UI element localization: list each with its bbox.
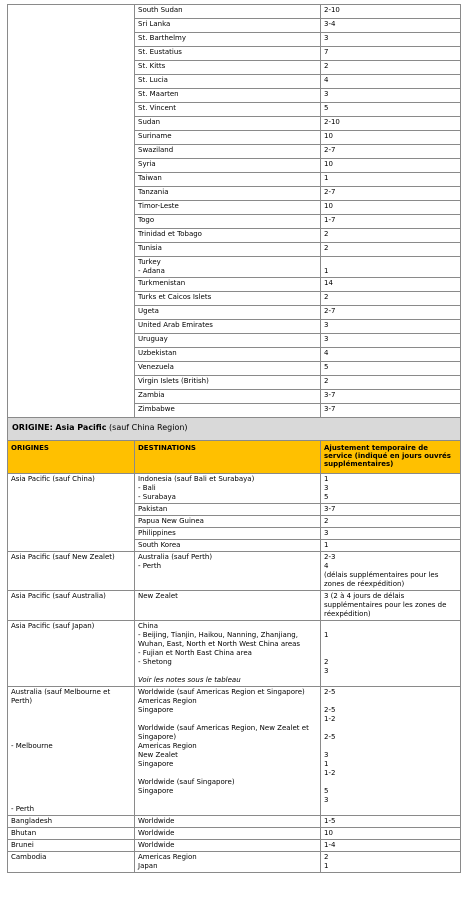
value-cell: 3: [321, 528, 461, 540]
destination-cell: New Zealet: [135, 591, 321, 621]
value-cell: 7: [321, 47, 461, 61]
destination-cell: Turks et Caicos Islets: [135, 292, 321, 306]
origin-groups: [8, 474, 461, 873]
destination-cell: Philippines: [135, 528, 321, 540]
destination-cell: Sri Lanka: [135, 19, 321, 33]
destination-cell: Turkmenistan: [135, 278, 321, 292]
value-cell: 5: [321, 362, 461, 376]
destination-cell: Tanzania: [135, 187, 321, 201]
origin-cell: Asia Pacific (sauf China): [8, 474, 135, 552]
header-row: [8, 441, 461, 474]
value-cell: 3: [321, 334, 461, 348]
destination-cell: Worldwide: [135, 828, 321, 840]
destination-cell: St. Vincent: [135, 103, 321, 117]
value-cell: 4: [321, 75, 461, 89]
destination-cell: Australia (sauf Perth) - Perth: [135, 552, 321, 591]
continued-rows: [8, 5, 461, 418]
destination-cell: Suriname: [135, 131, 321, 145]
value-cell: 1 3 5: [321, 474, 461, 504]
destination-cell: Trinidad et Tobago: [135, 229, 321, 243]
note-text: Voir les notes sous le tableau: [138, 676, 241, 684]
origin-cell: Australia (sauf Melbourne et Perth) - Melbourne - Perth: [8, 687, 135, 816]
destination-cell: Togo: [135, 215, 321, 229]
destination-cell: Papua New Guinea: [135, 516, 321, 528]
header-origines: ORIGINES: [8, 441, 135, 474]
origin-suffix: (sauf China Region): [109, 423, 188, 432]
destination-cell: Indonesia (sauf Bali et Surabaya) - Bali - Surabaya: [135, 474, 321, 504]
origin-cell: Asia Pacific (sauf Japan): [8, 621, 135, 687]
destination-cell: St. Barthelmy: [135, 33, 321, 47]
service-adjustment-table: [7, 4, 461, 873]
table-row: [8, 5, 461, 19]
table-row: [8, 816, 461, 828]
value-cell: 2: [321, 229, 461, 243]
value-cell: 3: [321, 320, 461, 334]
origin-cell: Brunei: [8, 840, 135, 852]
table-row: [8, 828, 461, 840]
value-cell: 2: [321, 243, 461, 257]
destination-cell: St. Maarten: [135, 89, 321, 103]
value-cell: 2: [321, 516, 461, 528]
value-cell: 2-7: [321, 145, 461, 159]
header-destinations: DESTINATIONS: [135, 441, 321, 474]
table-row: [8, 591, 461, 621]
destination-cell: South Sudan: [135, 5, 321, 19]
origin-cell: Bhutan: [8, 828, 135, 840]
destination-cell: Zimbabwe: [135, 404, 321, 418]
value-cell: 1-5: [321, 816, 461, 828]
value-cell: 4: [321, 348, 461, 362]
header-adjustment: Ajustement temporaire de service (indiqué en jours ouvrés supplémentaires): [321, 441, 461, 474]
origin-cell: Asia Pacific (sauf New Zealet): [8, 552, 135, 591]
value-cell: 2: [321, 376, 461, 390]
value-cell: 10: [321, 159, 461, 173]
destination-cell: Zambia: [135, 390, 321, 404]
destination-cell: Timor-Leste: [135, 201, 321, 215]
destination-cell: Worldwide (sauf Americas Region et Singapore) Americas Region Singapore Worldwide (sauf Americas Region, New Zealet et Singapore) Americas Region New Zealet Singapore Worldwide (sauf Singapore) Singapore: [135, 687, 321, 816]
origin-region: Asia Pacific: [55, 423, 107, 432]
value-cell: 3-7: [321, 404, 461, 418]
value-cell: 14: [321, 278, 461, 292]
value-cell: 1: [321, 173, 461, 187]
value-cell: 1-4: [321, 840, 461, 852]
origin-cell: Bangladesh: [8, 816, 135, 828]
destination-cell: Sudan: [135, 117, 321, 131]
value-cell: 5: [321, 103, 461, 117]
destination-cell: United Arab Emirates: [135, 320, 321, 334]
value-cell: 3-7: [321, 390, 461, 404]
value-cell: 2-7: [321, 306, 461, 320]
value-cell: 1 2 3: [321, 621, 461, 687]
value-cell: 2: [321, 61, 461, 75]
value-cell: 3 (2 à 4 jours de délais supplémentaires pour les zones de réexpédition): [321, 591, 461, 621]
destination-cell: Swaziland: [135, 145, 321, 159]
destination-cell: Turkey - Adana: [135, 257, 321, 278]
table-row: [8, 852, 461, 873]
value-cell: 3-4: [321, 19, 461, 33]
value-cell: 3: [321, 33, 461, 47]
destination-cell: China - Beijing, Tianjin, Haikou, Nanning, Zhanjiang, Wuhan, East, North et North West China areas - Fujian et North East China area - Shetong Voir les notes sous le tableau: [135, 621, 321, 687]
destination-cell: Worldwide: [135, 816, 321, 828]
destination-cell: St. Lucia: [135, 75, 321, 89]
table-row: [8, 687, 461, 816]
destination-cell: Taiwan: [135, 173, 321, 187]
destination-cell: St. Eustatius: [135, 47, 321, 61]
table-row: [8, 474, 461, 504]
value-cell: 2: [321, 292, 461, 306]
table-row: [8, 621, 461, 687]
origin-section: [8, 418, 461, 474]
value-cell: 2-7: [321, 187, 461, 201]
value-cell: 10: [321, 131, 461, 145]
destination-cell: Ugeta: [135, 306, 321, 320]
destination-cell: Syria: [135, 159, 321, 173]
origin-cell: Asia Pacific (sauf Australia): [8, 591, 135, 621]
value-cell: 2-10: [321, 5, 461, 19]
value-cell: 2 1: [321, 852, 461, 873]
value-cell: 3: [321, 89, 461, 103]
destination-cell: Worldwide: [135, 840, 321, 852]
destination-cell: Americas Region Japan: [135, 852, 321, 873]
destination-cell: Virgin Islets (British): [135, 376, 321, 390]
value-cell: 2-3 4 (délais supplémentaires pour les zones de réexpédition): [321, 552, 461, 591]
origin-cell: Cambodia: [8, 852, 135, 873]
destination-cell: Uzbekistan: [135, 348, 321, 362]
value-cell: 1: [321, 257, 461, 278]
value-cell: 10: [321, 828, 461, 840]
destination-cell: Venezuela: [135, 362, 321, 376]
origin-blank-cell: [8, 5, 135, 418]
destination-cell: Tunisia: [135, 243, 321, 257]
value-cell: 1: [321, 540, 461, 552]
origin-label: ORIGINE:: [12, 423, 53, 432]
value-cell: 3-7: [321, 504, 461, 516]
destination-cell: Uruguay: [135, 334, 321, 348]
table-row: [8, 840, 461, 852]
value-cell: 1-7: [321, 215, 461, 229]
origin-bar: [8, 418, 461, 441]
destination-cell: South Korea: [135, 540, 321, 552]
table-row: [8, 552, 461, 591]
destination-cell: St. Kitts: [135, 61, 321, 75]
origin-bar-cell: [8, 418, 461, 441]
value-cell: 10: [321, 201, 461, 215]
value-cell: 2-5 2-5 1-2 2-5 3 1 1-2 5 3: [321, 687, 461, 816]
destination-cell: Pakistan: [135, 504, 321, 516]
value-cell: 2-10: [321, 117, 461, 131]
